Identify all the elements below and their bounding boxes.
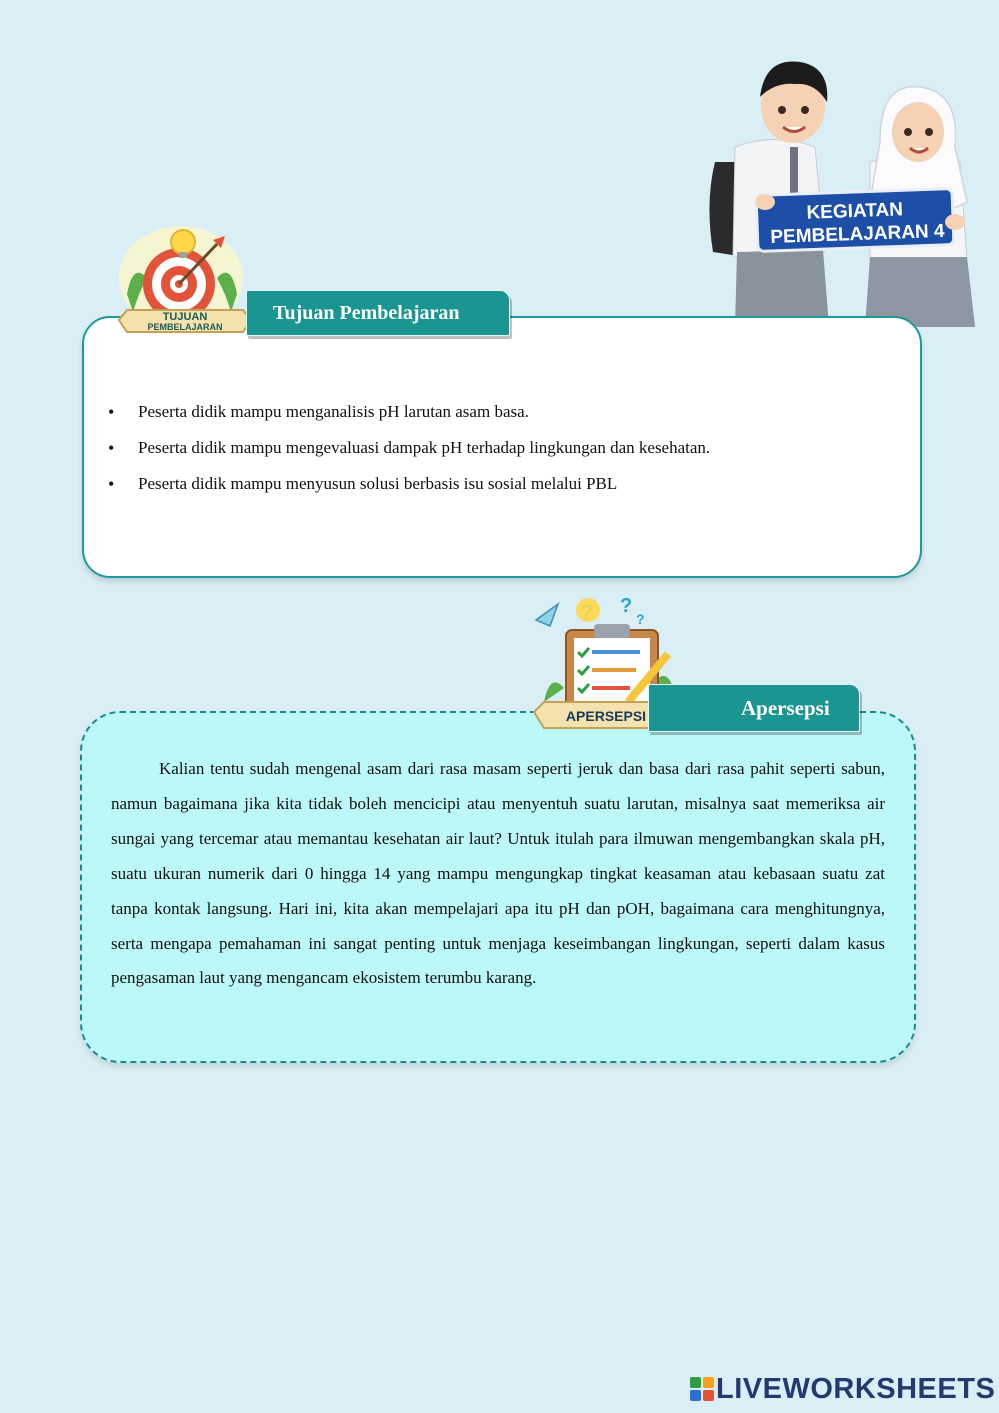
liveworksheets-logo[interactable] (690, 1372, 995, 1406)
students-illustration (705, 52, 999, 327)
objective-item: • Peserta didik mampu menyusun solusi berbasis isu sosial melalui PBL (108, 466, 898, 502)
tujuan-badge-line2: PEMBELAJARAN (147, 322, 223, 332)
liveworksheets-brand: LIVEWORKSHEETS (716, 1372, 996, 1405)
apersepsi-paragraph: Kalian tentu sudah mengenal asam dari rasa masam seperti jeruk dan basa dari rasa pahit seperti sabun, namun bagaimana jika kita tidak boleh mencicipi atau menyentuh suatu larutan, misalnya saat memeriksa air sungai yang tercemar atau memantau kesehatan air laut? Untuk itulah para ilmuwan mengembangkan skala pH, suatu ukuran numerik dari 0 hingga 14 yang mampu mengungkap tingkat keasaman atau kebasaan suatu zat tanpa kontak langsung. Hari ini, kita akan mempelajari apa itu pH dan pOH, bagaimana cara menghitungnya, serta mengapa pemahaman ini sangat penting untuk menjaga keseimbangan lingkungan, seperti dalam kasus pengasaman laut yang mengancam ekosistem terumbu karang. (111, 759, 885, 988)
svg-text:?: ? (636, 611, 645, 627)
objective-item: • Peserta didik mampu mengevaluasi dampak pH terhadap lingkungan dan kesehatan. (108, 430, 898, 466)
apersepsi-title: Apersepsi (648, 684, 860, 732)
tujuan-badge-line1: TUJUAN (162, 311, 208, 323)
svg-text:?: ? (620, 595, 633, 617)
objectives-list (108, 394, 898, 502)
activity-badge-line1: KEGIATAN (806, 199, 904, 224)
activity-badge-line2: PEMBELAJARAN 4 (770, 220, 945, 248)
liveworksheets-grid-icon (690, 1377, 714, 1401)
apersepsi-badge-label: APERSEPSI (565, 708, 647, 724)
target-icon (113, 222, 257, 350)
objective-item: • Peserta didik mampu menganalisis pH larutan asam basa. (108, 394, 898, 430)
tujuan-pembelajaran-title: Tujuan Pembelajaran (246, 290, 510, 336)
